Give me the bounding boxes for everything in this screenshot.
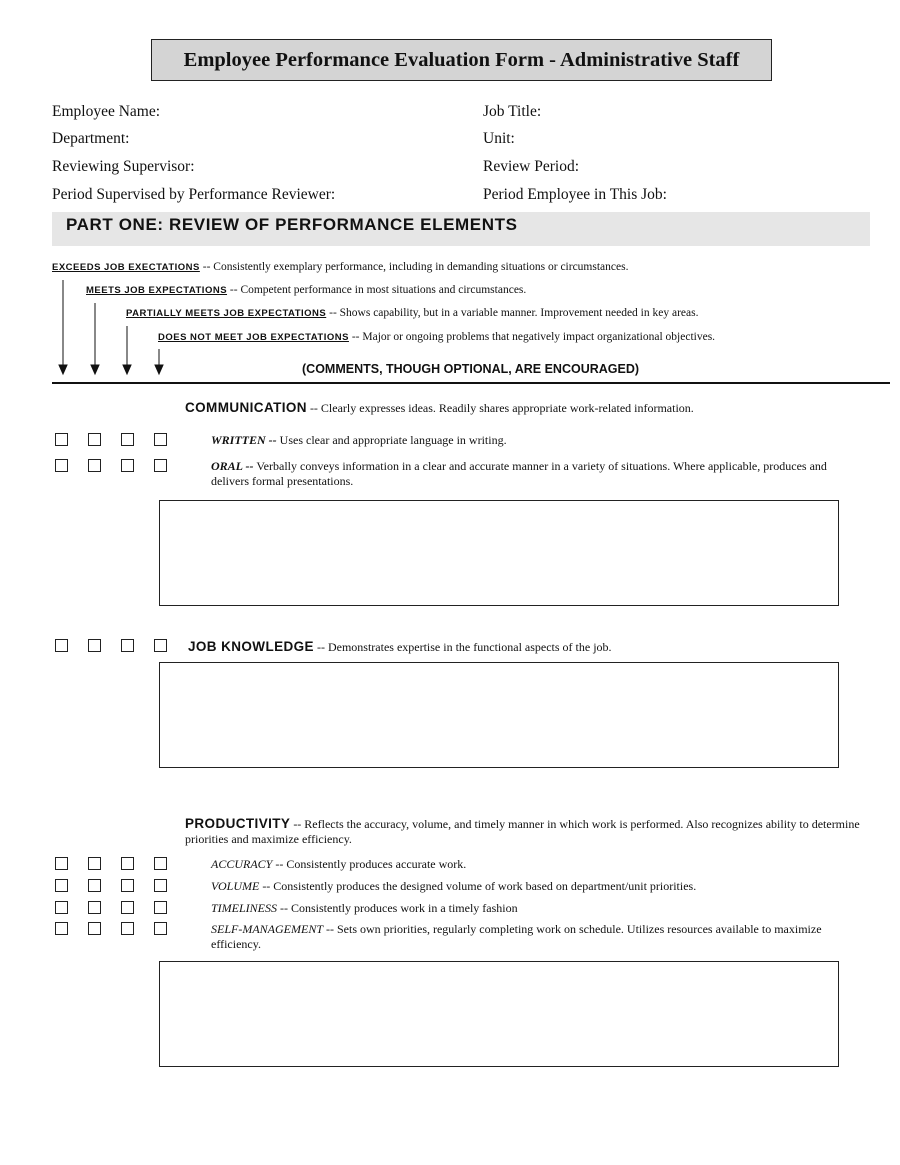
form-title: Employee Performance Evaluation Form - Administrative Staff	[151, 39, 772, 81]
oral-meets-checkbox[interactable]	[88, 459, 101, 472]
legend-partially-desc: -- Shows capability, but in a variable manner. Improvement needed in key areas.	[326, 307, 699, 319]
self-management-name: SELF-MANAGEMENT	[211, 922, 323, 936]
oral-checkboxes	[55, 459, 187, 472]
timeliness-partially-checkbox[interactable]	[121, 901, 134, 914]
productivity-desc: -- Reflects the accuracy, volume, and timely manner in which work is performed. Also recognizes ability to determine priorities and maximize efficiency.	[185, 817, 860, 846]
written-item	[211, 433, 507, 448]
unit-label: Unit:	[483, 130, 515, 147]
accuracy-item	[211, 857, 466, 872]
department-label: Department:	[52, 130, 130, 147]
volume-desc: -- Consistently produces the designed volume of work based on department/unit priorities.	[259, 879, 697, 893]
oral-does-not-meet-checkbox[interactable]	[154, 459, 167, 472]
part-one-title: PART ONE: REVIEW OF PERFORMANCE ELEMENTS	[66, 215, 518, 234]
oral-exceeds-checkbox[interactable]	[55, 459, 68, 472]
oral-partially-checkbox[interactable]	[121, 459, 134, 472]
self-management-desc: -- Sets own priorities, regularly completing work on schedule. Utilizes resources available to maximize efficiency.	[211, 922, 822, 951]
job-knowledge-exceeds-checkbox[interactable]	[55, 639, 68, 652]
accuracy-checkboxes	[55, 857, 187, 870]
job-title-label: Job Title:	[483, 103, 542, 120]
written-meets-checkbox[interactable]	[88, 433, 101, 446]
review-period-label: Review Period:	[483, 158, 579, 175]
section-divider	[52, 382, 890, 384]
legend-meets-desc: -- Competent performance in most situations and circumstances.	[227, 284, 527, 296]
arrow-partially-head	[123, 365, 131, 374]
productivity-name: PRODUCTIVITY	[185, 816, 291, 831]
timeliness-meets-checkbox[interactable]	[88, 901, 101, 914]
timeliness-name: TIMELINESS	[211, 901, 277, 915]
job-knowledge-meets-checkbox[interactable]	[88, 639, 101, 652]
oral-name: ORAL --	[211, 459, 254, 473]
accuracy-name: ACCURACY	[211, 857, 273, 871]
timeliness-exceeds-checkbox[interactable]	[55, 901, 68, 914]
timeliness-does-not-meet-checkbox[interactable]	[154, 901, 167, 914]
written-does-not-meet-checkbox[interactable]	[154, 433, 167, 446]
productivity-heading	[185, 816, 865, 847]
timeliness-item	[211, 901, 518, 916]
productivity-comments-box[interactable]	[159, 961, 839, 1067]
accuracy-partially-checkbox[interactable]	[121, 857, 134, 870]
accuracy-meets-checkbox[interactable]	[88, 857, 101, 870]
written-partially-checkbox[interactable]	[121, 433, 134, 446]
comments-note: (COMMENTS, THOUGH OPTIONAL, ARE ENCOURAGED)	[302, 362, 640, 376]
written-exceeds-checkbox[interactable]	[55, 433, 68, 446]
legend-partially-label: PARTIALLY MEETS JOB EXPECTATIONS	[126, 308, 327, 319]
communication-desc: -- Clearly expresses ideas. Readily shares appropriate work-related information.	[306, 401, 694, 415]
arrow-exceeds-head	[59, 365, 67, 374]
legend-does-not-meet-label: DOES NOT MEET JOB EXPECTATIONS	[158, 332, 349, 343]
employee-name-label: Employee Name:	[52, 103, 161, 120]
volume-partially-checkbox[interactable]	[121, 879, 134, 892]
legend-does-not-meet-desc: -- Major or ongoing problems that negatively impact organizational objectives.	[348, 331, 716, 343]
communication-name: COMMUNICATION	[185, 400, 307, 415]
timeliness-desc: -- Consistently produces work in a timely fashion	[277, 901, 518, 915]
self-management-does-not-meet-checkbox[interactable]	[154, 922, 167, 935]
oral-item	[211, 459, 836, 489]
job-knowledge-heading	[188, 639, 612, 655]
legend-meets-label: MEETS JOB EXPECTATIONS	[86, 285, 228, 296]
self-management-item	[211, 922, 851, 952]
accuracy-exceeds-checkbox[interactable]	[55, 857, 68, 870]
legend-exceeds-desc: -- Consistently exemplary performance, including in demanding situations or circumstances.	[199, 261, 629, 273]
legend-exceeds-label: EXCEEDS JOB EXECTATIONS	[52, 262, 200, 273]
job-knowledge-partially-checkbox[interactable]	[121, 639, 134, 652]
reviewing-supervisor-label: Reviewing Supervisor:	[52, 158, 195, 175]
oral-desc: Verbally conveys information in a clear and accurate manner in a variety of situations. Where applicable, produces and delivers formal presentations.	[211, 459, 827, 488]
written-name: WRITTEN --	[211, 433, 277, 447]
self-management-checkboxes	[55, 922, 187, 935]
communication-heading	[185, 400, 694, 416]
job-knowledge-checkboxes	[55, 639, 187, 652]
volume-does-not-meet-checkbox[interactable]	[154, 879, 167, 892]
legend-arrows	[0, 0, 900, 400]
self-management-exceeds-checkbox[interactable]	[55, 922, 68, 935]
accuracy-does-not-meet-checkbox[interactable]	[154, 857, 167, 870]
timeliness-checkboxes	[55, 901, 187, 914]
volume-exceeds-checkbox[interactable]	[55, 879, 68, 892]
volume-checkboxes	[55, 879, 187, 892]
written-desc: Uses clear and appropriate language in writing.	[276, 433, 507, 447]
arrow-meets-head	[91, 365, 99, 374]
volume-meets-checkbox[interactable]	[88, 879, 101, 892]
period-supervised-label: Period Supervised by Performance Reviewer:	[52, 186, 336, 203]
job-knowledge-does-not-meet-checkbox[interactable]	[154, 639, 167, 652]
arrow-does-not-meet-head	[155, 365, 163, 374]
communication-comments-box[interactable]	[159, 500, 839, 606]
self-management-partially-checkbox[interactable]	[121, 922, 134, 935]
job-knowledge-comments-box[interactable]	[159, 662, 839, 768]
self-management-meets-checkbox[interactable]	[88, 922, 101, 935]
volume-item	[211, 879, 696, 894]
period-in-job-label: Period Employee in This Job:	[483, 186, 667, 203]
accuracy-desc: -- Consistently produces accurate work.	[272, 857, 467, 871]
written-checkboxes	[55, 433, 187, 446]
job-knowledge-desc: -- Demonstrates expertise in the functional aspects of the job.	[313, 640, 612, 654]
job-knowledge-name: JOB KNOWLEDGE	[188, 639, 314, 654]
volume-name: VOLUME	[211, 879, 260, 893]
